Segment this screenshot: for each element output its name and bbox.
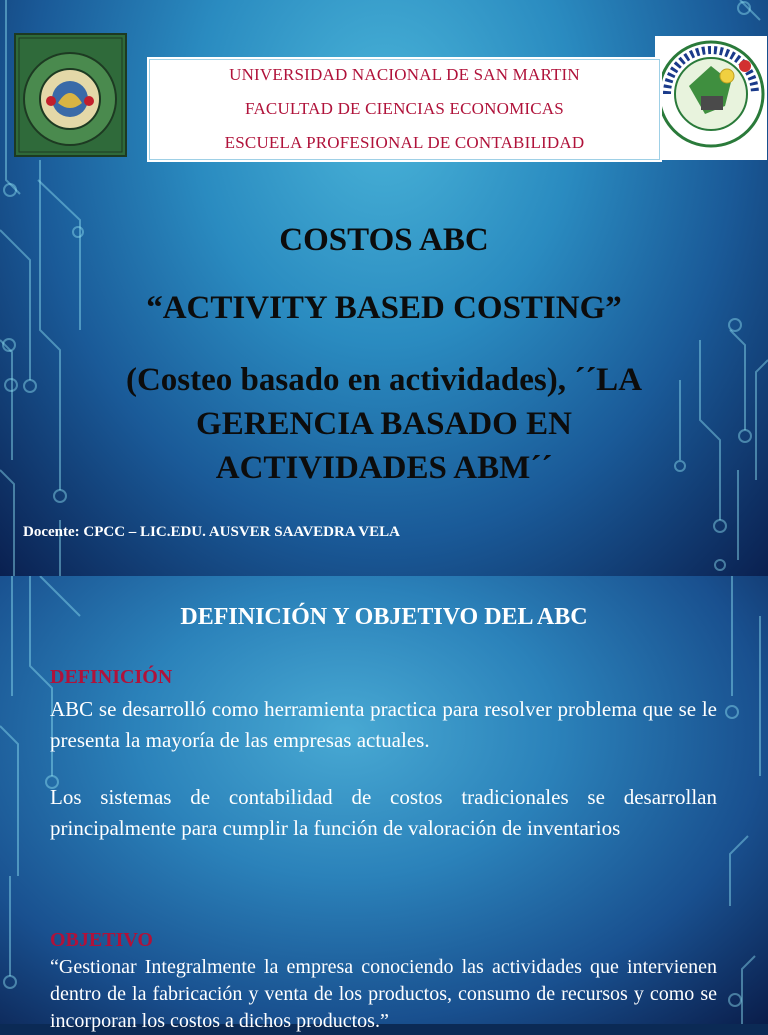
- objetivo-heading: OBJETIVO: [50, 929, 153, 951]
- unsm-university-logo: [14, 33, 127, 157]
- title-activity-based-costing: “ACTIVITY BASED COSTING”: [146, 290, 622, 326]
- slide2-title: DEFINICIÓN Y OBJETIVO DEL ABC: [180, 604, 588, 630]
- unsm-university-seal-icon: [14, 33, 127, 157]
- university-name: UNIVERSIDAD NACIONAL DE SAN MARTIN: [229, 65, 580, 84]
- faculty-name: FACULTAD DE CIENCIAS ECONOMICAS: [245, 99, 564, 118]
- docente-label: Docente: CPCC – LIC.EDU. AUSVER SAAVEDRA VELA: [23, 524, 400, 540]
- faculty-economics-logo: [655, 36, 767, 160]
- sistemas-paragraph: Los sistemas de contabilidad de costos tradicionales se desarrollan principalmente para cumplir la función de valoración de inventarios: [50, 785, 717, 840]
- school-name: ESCUELA PROFESIONAL DE CONTABILIDAD: [224, 133, 585, 152]
- definicion-paragraph: ABC se desarrolló como herramienta practica para resolver problema que se le presenta la mayoría de las empresas actuales.: [50, 697, 717, 752]
- title-costos-abc: COSTOS ABC: [279, 222, 489, 258]
- university-header-box: [147, 57, 662, 162]
- faculty-economics-seal-icon: [655, 36, 767, 160]
- subtitle-line-1: (Costeo basado en actividades), ´´LA: [125, 362, 643, 398]
- subtitle-line-3: ACTIVIDADES ABM´´: [215, 450, 553, 486]
- subtitle-line-2: GERENCIA BASADO EN: [196, 406, 572, 442]
- definicion-heading: DEFINICIÓN: [50, 666, 173, 688]
- objetivo-paragraph: “Gestionar Integralmente la empresa conociendo las actividades que intervienen dentro de la fabricación y venta de los productos, consumo de recursos y como se incorporan los costos a dichos productos.”: [50, 956, 717, 1032]
